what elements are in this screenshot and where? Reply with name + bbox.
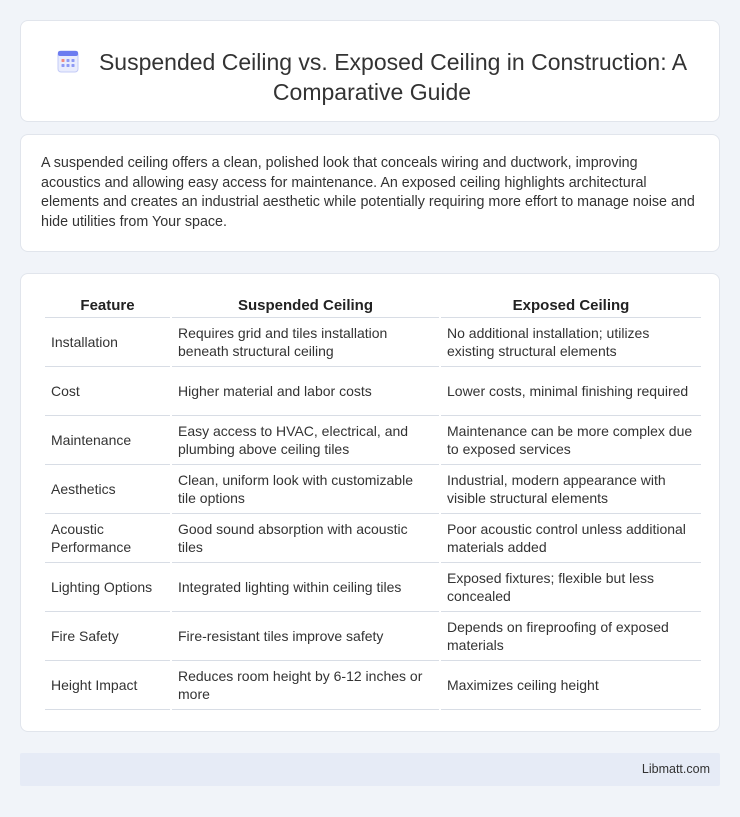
cell-exposed: Industrial, modern appearance with visible structural elements xyxy=(441,465,701,514)
cell-feature: Fire Safety xyxy=(45,612,170,661)
cell-exposed: Depends on fireproofing of exposed materials xyxy=(441,612,701,661)
table-row xyxy=(45,612,701,661)
cell-feature: Maintenance xyxy=(45,416,170,465)
table-row xyxy=(45,318,701,367)
comparison-card xyxy=(20,273,720,732)
table-header-row xyxy=(45,292,701,318)
cell-suspended: Clean, uniform look with customizable tile options xyxy=(172,465,439,514)
cell-suspended: Reduces room height by 6-12 inches or more xyxy=(172,661,439,710)
cell-feature: Aesthetics xyxy=(45,465,170,514)
intro-card xyxy=(20,134,720,252)
cell-suspended: Fire-resistant tiles improve safety xyxy=(172,612,439,661)
comparison-table xyxy=(43,292,703,710)
cell-suspended: Integrated lighting within ceiling tiles xyxy=(172,563,439,612)
cell-exposed: Maintenance can be more complex due to exposed services xyxy=(441,416,701,465)
cell-exposed: Lower costs, minimal finishing required xyxy=(441,367,701,416)
cell-feature: Installation xyxy=(45,318,170,367)
table-row xyxy=(45,563,701,612)
cell-feature: Height Impact xyxy=(45,661,170,710)
header xyxy=(45,47,699,107)
cell-exposed: No additional installation; utilizes existing structural elements xyxy=(441,318,701,367)
table-row xyxy=(45,416,701,465)
column-header-exposed: Exposed Ceiling xyxy=(441,292,701,318)
table-row xyxy=(45,367,701,416)
page-title-text: Suspended Ceiling vs. Exposed Ceiling in Construction: A Comparative Guide xyxy=(98,49,688,105)
cell-suspended: Good sound absorption with acoustic tiles xyxy=(172,514,439,563)
cell-suspended: Easy access to HVAC, electrical, and plumbing above ceiling tiles xyxy=(172,416,439,465)
table-row xyxy=(45,514,701,563)
cell-exposed: Exposed fixtures; flexible but less concealed xyxy=(441,563,701,612)
table-row xyxy=(45,661,701,710)
cell-exposed: Maximizes ceiling height xyxy=(441,661,701,710)
cell-suspended: Higher material and labor costs xyxy=(172,367,439,416)
footer xyxy=(20,753,720,786)
cell-feature: Cost xyxy=(45,367,170,416)
footer-site-link[interactable]: Libmatt.com xyxy=(641,762,710,776)
table-row xyxy=(45,465,701,514)
cell-exposed: Poor acoustic control unless additional materials added xyxy=(441,514,701,563)
page-title xyxy=(45,47,699,107)
column-header-feature: Feature xyxy=(45,292,170,318)
header-card xyxy=(20,20,720,122)
column-header-suspended: Suspended Ceiling xyxy=(172,292,439,318)
cell-feature: Lighting Options xyxy=(45,563,170,612)
calendar-grid-icon xyxy=(57,49,79,73)
cell-suspended: Requires grid and tiles installation beneath structural ceiling xyxy=(172,318,439,367)
intro-paragraph: A suspended ceiling offers a clean, polished look that conceals wiring and ductwork, improving acoustics and allowing easy access for maintenance. An exposed ceiling highlights architectural elements and creates an industrial aesthetic while potentially requiring more effort to manage noise and hide utilities from Your space. xyxy=(41,155,695,230)
cell-feature: Acoustic Performance xyxy=(45,514,170,563)
